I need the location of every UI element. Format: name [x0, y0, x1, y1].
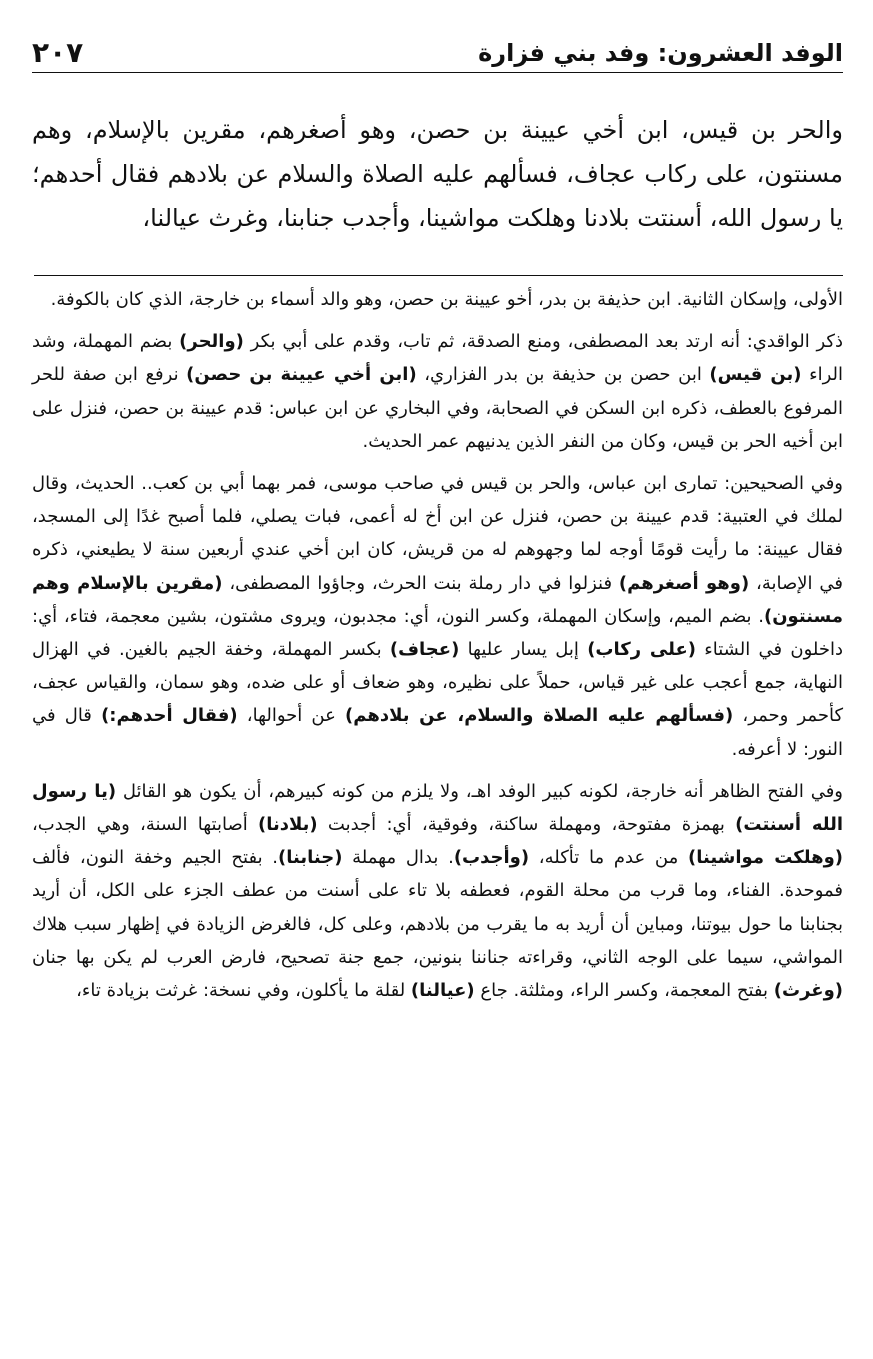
commentary-paragraph: وفي الصحيحين: تمارى ابن عباس، والحر بن قيس في صاحب موسى، فمر بهما أبي بن كعب.. الحديث، وقال لملك في العتبية: قدم عيينة بن حصن، فنزل عن ابن أخ له أعمى، فبات يصلي، فلما أصبح غدًا إلى المسجد، فقال عيينة: ما رأيت قومًا أوجه لما وجهوهم له من قريش، كان ابن أخي عندي أربعين سنة لا يطيعني، ذكره في الإصابة، (وهو أصغرهم) فنزلوا في دار رملة بنت الحرث، وجاؤوا المصطفى، (مقرين بالإسلام وهم مسنتون). بضم الميم، وإسكان المهملة، وكسر النون، أي: مجدبون، ويروى مشتون، بشين معجمة، فتاء، أي: داخلون في الشتاء (على ركاب) إبل يسار عليها (عجاف) بكسر المهملة، وخفة الجيم بالغين. في الهزال النهاية، جمع أعجب على غير قياس، حملاً على نظيره، وهو ضعاف أو على ضده، وهو سمان، والقياس عجف، كأحمر وحمر، (فسألهم عليه الصلاة والسلام، عن بلادهم) عن أحوالها، (فقال أحدهم:) قال في النور: لا أعرفه.	[32, 473, 844, 760]
running-title: الوفد العشرون: وفد بني فزارة	[478, 39, 843, 67]
bold-quote: (ابن أخي عيينة بن حصن)	[186, 364, 417, 386]
page-header	[32, 28, 843, 73]
commentary	[32, 283, 843, 1016]
bold-quote: (وهلكت مواشينا)	[687, 847, 843, 869]
bold-quote: (عجاف)	[389, 639, 460, 661]
footnote-divider	[34, 275, 843, 276]
bold-quote: (بن قيس)	[709, 364, 802, 386]
bold-quote: (وهو أصغرهم)	[618, 572, 750, 594]
bold-quote: (على ركاب)	[587, 639, 697, 661]
bold-quote: (والحر)	[179, 331, 244, 353]
main-text: والحر بن قيس، ابن أخي عيينة بن حصن، وهو أصغرهم، مقرين بالإسلام، وهم مسنتون، على ركاب عجاف، فسألهم عليه الصلاة والسلام عن بلادهم فقال أحدهم؛ يا رسول الله، أسنتت بلادنا وهلكت مواشينا، وأجدب جنابنا، وغرث عيالنا،	[32, 116, 843, 232]
bold-quote: (عيالنا)	[410, 980, 475, 1002]
commentary-paragraph: الأولى، وإسكان الثانية. ابن حذيفة بن بدر، أخو عيينة بن حصن، وهو والد أسماء بن خارجة، الذي كان بالكوفة.	[50, 289, 843, 310]
bold-quote: (وغرث)	[773, 980, 843, 1002]
page-number: ٢٠٧	[32, 36, 84, 69]
bold-quote: (فسألهم عليه الصلاة والسلام، عن بلادهم)	[345, 705, 734, 727]
bold-quote: (فقال أحدهم:)	[101, 705, 238, 727]
bold-quote: (جنابنا)	[278, 847, 343, 869]
commentary-paragraph: ذكر الواقدي: أنه ارتد بعد المصطفى، ومنع الصدقة، ثم تاب، وقدم على أبي بكر (والحر) بضم المهملة، وشد الراء (بن قيس) ابن حصن بن حذيفة بن بدر الفزاري، (ابن أخي عيينة بن حصن) نرفع ابن صفة للحر المرفوع بالعطف، ذكره ابن السكن في الصحابة، وفي البخاري عن ابن عباس: قدم عيينة بن حصن، فنزل على ابن أخيه الحر بن قيس، وكان من النفر الذين يدنيهم عمر الحديث.	[32, 331, 844, 452]
bold-quote: (بلادنا)	[258, 814, 318, 836]
bold-quote: (يا رسول الله أسنتت)	[32, 780, 844, 836]
bold-quote: (مقرين بالإسلام وهم مسنتون)	[32, 572, 843, 627]
bold-quote: (وأجدب)	[453, 847, 530, 869]
commentary-paragraph: وفي الفتح الظاهر أنه خارجة، لكونه كبير الوفد اهـ، ولا يلزم من كونه كبيرهم، أن يكون هو القائل (يا رسول الله أسنتت) بهمزة مفتوحة، ومهملة ساكنة، وفوقية، أي: أجدبت (بلادنا) أصابتها السنة، وهي الجدب، (وهلكت مواشينا) من عدم ما تأكله، (وأجدب). بدال مهملة (جنابنا). بفتح الجيم وخفة النون، فألف فموحدة. الفناء، وما قرب من محلة القوم، فعطفه بلا تاء على أسنت من عطف الجزء على الكل، أن أريد بجنابنا ما حول بيوتنا، ومباين أن أريد به ما يقرب من بلادهم، وعلى كل، فالغرض الزيادة في إظهار سبب هلاك المواشي، سيما على الوجه الثاني، وقراءته جناننا بنونين، جمع جنة تصحيح، فارض العرب لم يكن بها جنان (وغرث) بفتح المعجمة، وكسر الراء، ومثلثة. جاع (عيالنا) لقلة ما يأكلون، وفي نسخة: غرثت بزيادة تاء،	[32, 780, 844, 1002]
